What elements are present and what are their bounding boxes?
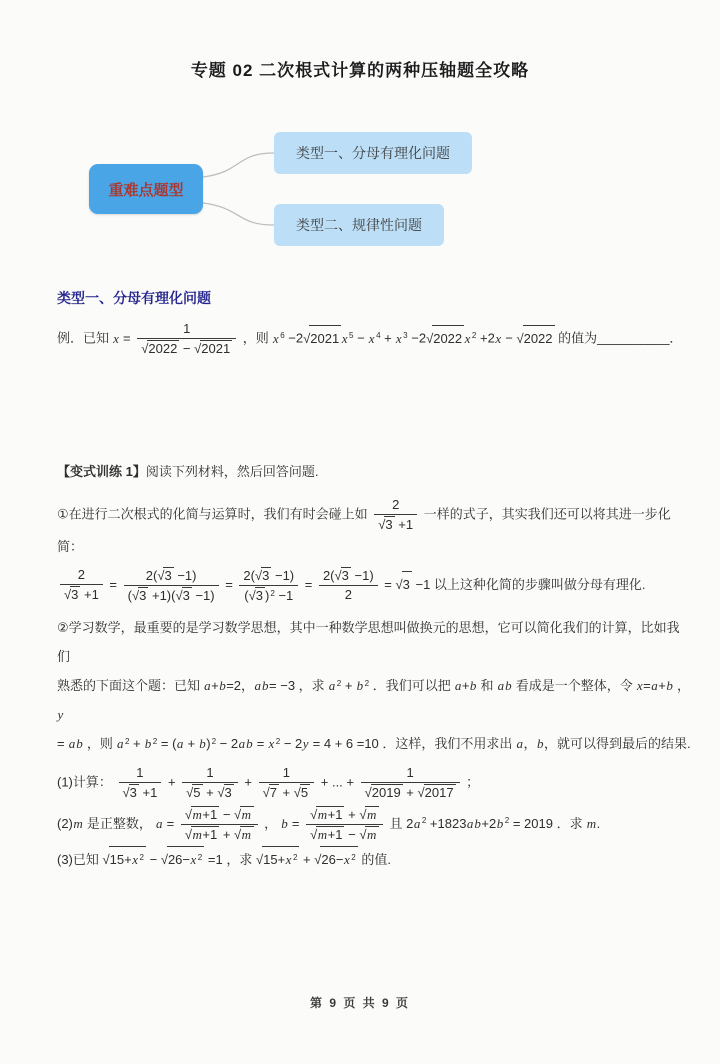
material-paragraph-1: ①在进行二次根式的化简与运算时，我们有时会碰上如 $\frac{2}{√3 +1}$ 一样的式子，其实我们还可以将其进一步化简： <box>57 496 671 555</box>
question-2: (2)m 是正整数， a = $\frac{√m+1 - √m}{√m+1 + √m}$ ， b = $\frac{√m+1 + √m}{√m+1 - √m}$ 且 2a $^2$ +1823ab+2b $^2$ = 2019 ．求 m. <box>57 806 601 842</box>
training-label: 【变式训练 1】 <box>57 463 146 479</box>
material-paragraph-2-line2: 熟悉的下面这个题：已知 a+b=2，ab= −3 ，求 a $^2$ + b $^2$ ．我们可以把 a+b 和 ab 看成是一个整体，令 x=a+b ， y <box>57 678 690 723</box>
mindmap-child-type2: 类型二、规律性问题 <box>274 204 444 246</box>
mindmap-child-type1: 类型一、分母有理化问题 <box>274 132 472 174</box>
question-3: (3)已知 √15+x $^2$ − √26−x $^2$ =1 ，求 √15+x $^2$ + √26−x $^2$ 的值. <box>57 846 692 872</box>
mindmap-diagram <box>0 127 720 252</box>
material-paragraph-2-line1: ②学习数学，最重要的是学习数学思想，其中一种数学思想叫做换元的思想，它可以简化我们的计算，比如我们 <box>57 620 680 665</box>
mindmap-root-node: 重难点题型 <box>89 164 203 214</box>
example-problem: 例．已知 x = $\frac{1}{√2022 - √2021}$ ，则 x $^6$ −2√2021 x $^5$ − x $^4$ + x $^3$ −2√2022 x $^2$ +2x − √2022 的值为__________． <box>57 321 683 357</box>
section-heading: 类型一、分母有理化问题 <box>57 290 211 306</box>
rationalization-chain: $\frac{2}{√3 +1}$ = $\frac{2(√3 -1)}{(√3 +1)(√3 -1)}$ = $\frac{2(√3 -1)}{(√3 )^2 -1}$ = $\frac{2(√3 -1)}{2}$ = √3 −1 以上这种化简的步骤叫做分母有理化. <box>57 566 692 606</box>
training-header <box>57 459 692 484</box>
training-text: 阅读下列材料，然后回答问题. <box>145 463 319 479</box>
page-title: 专题 02 二次根式计算的两种压轴题全攻略 <box>190 61 530 80</box>
material-paragraph-2-line3: = ab ，则 a $^2$ + b $^2 = (a + b)^2 - 2ab = x$ $^2$ − 2y = 4 + 6 =10 ．这样，我们不用求出 a，b，就可以得到最后的结果. <box>57 736 691 752</box>
page-number: 第 9 页 共 9 页 <box>309 996 411 1010</box>
question-1: (1)计算： $\frac{1}{√3 +1}$ + $\frac{1}{√5 + √3}$ + $\frac{1}{√7 + √5}$ + ... + $\frac{1}{√2019 + √2017}$ ； <box>57 765 480 801</box>
material-paragraph-2 <box>57 613 692 758</box>
document-page <box>0 56 720 1010</box>
